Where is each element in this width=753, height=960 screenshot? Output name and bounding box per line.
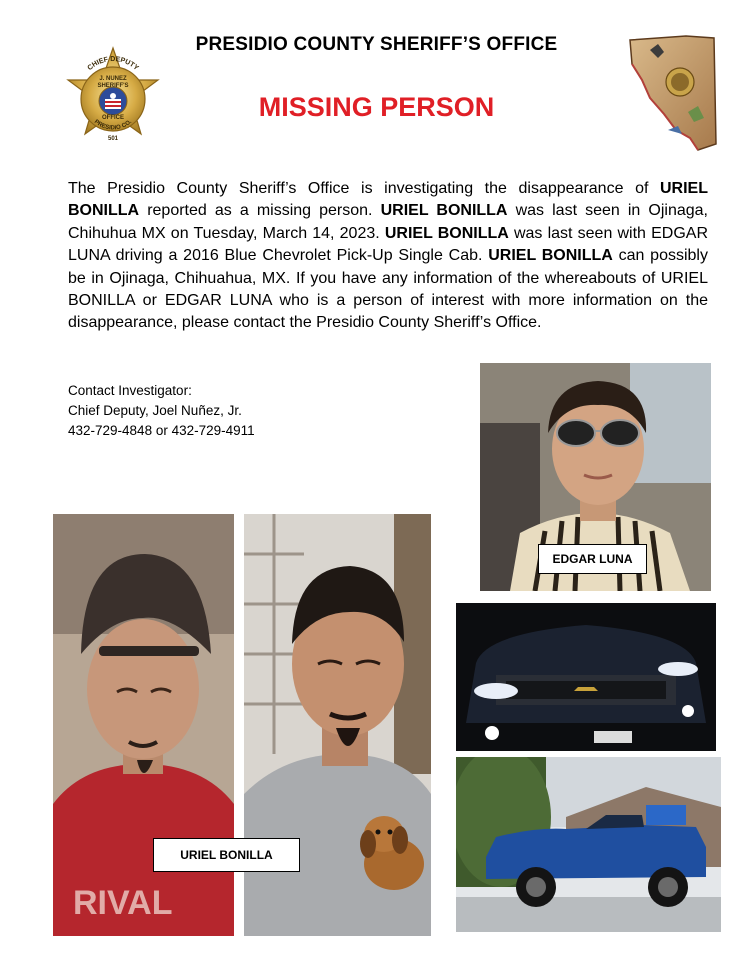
para-text-2: reported as a missing person. <box>139 202 381 220</box>
edgar-luna-label: EDGAR LUNA <box>538 544 647 574</box>
badge-name-text: J. NUNEZ <box>99 76 127 82</box>
para-text-5: can possibly be in Ojinaga, Chihuahua, MX. If you have any information of the whereabouts of URIEL BONILLA or EDGAR LUNA who is a person of interest with more information on the disappearance, please contact the Presidio County Sheriff’s Office. <box>68 247 708 332</box>
hoodie-print-text: RIVAL <box>73 884 173 922</box>
badge-office-text: OFFICE <box>102 115 124 121</box>
contact-investigator: Chief Deputy, Joel Nuñez, Jr. <box>68 403 242 418</box>
uriel-bonilla-photo-1 <box>53 514 234 936</box>
uriel-bonilla-portrait-shirt <box>244 514 431 936</box>
agency-title: PRESIDIO COUNTY SHERIFF’S OFFICE <box>195 34 558 55</box>
badge-number: 501 <box>107 136 119 142</box>
para-text-3: was last seen in Ojinaga, Chihuhua MX on Tuesday, March 14, 2023. <box>68 202 708 242</box>
truck-side-photo <box>456 757 721 932</box>
missing-name-2: URIEL BONILLA <box>380 202 508 220</box>
missing-name-1: URIEL BONILLA <box>68 180 708 220</box>
uriel-bonilla-photo-2 <box>244 514 431 936</box>
badge-top-text: CHIEF DEPUTY <box>86 55 140 72</box>
badge-mid-text: SHERIFF'S <box>97 83 129 89</box>
truck-side-image <box>456 757 721 932</box>
para-text-4: was last seen with EDGAR LUNA driving a 2016 Blue Chevrolet Pick-Up Single Cab. <box>68 224 708 265</box>
contact-block <box>68 381 255 441</box>
sheriff-star-badge-icon <box>58 44 168 154</box>
missing-name-4: URIEL BONILLA <box>488 247 613 265</box>
presidio-county-map-icon <box>628 34 718 152</box>
contact-heading: Contact Investigator: <box>68 383 192 398</box>
missing-person-headline: MISSING PERSON <box>258 92 495 122</box>
case-description <box>68 178 708 335</box>
uriel-bonilla-label: URIEL BONILLA <box>153 838 300 872</box>
contact-phones: 432-729-4848 or 432-729-4911 <box>68 423 255 438</box>
para-text-1: The Presidio County Sheriff’s Office is investigating the disappearance of <box>68 180 660 197</box>
edgar-luna-photo <box>480 363 711 591</box>
truck-front-image <box>456 603 716 751</box>
uriel-bonilla-portrait-cap <box>53 514 234 936</box>
badge-county-text: PRESIDIO CO. <box>92 119 134 132</box>
missing-name-3: URIEL BONILLA <box>384 224 509 242</box>
truck-front-photo <box>456 603 716 751</box>
